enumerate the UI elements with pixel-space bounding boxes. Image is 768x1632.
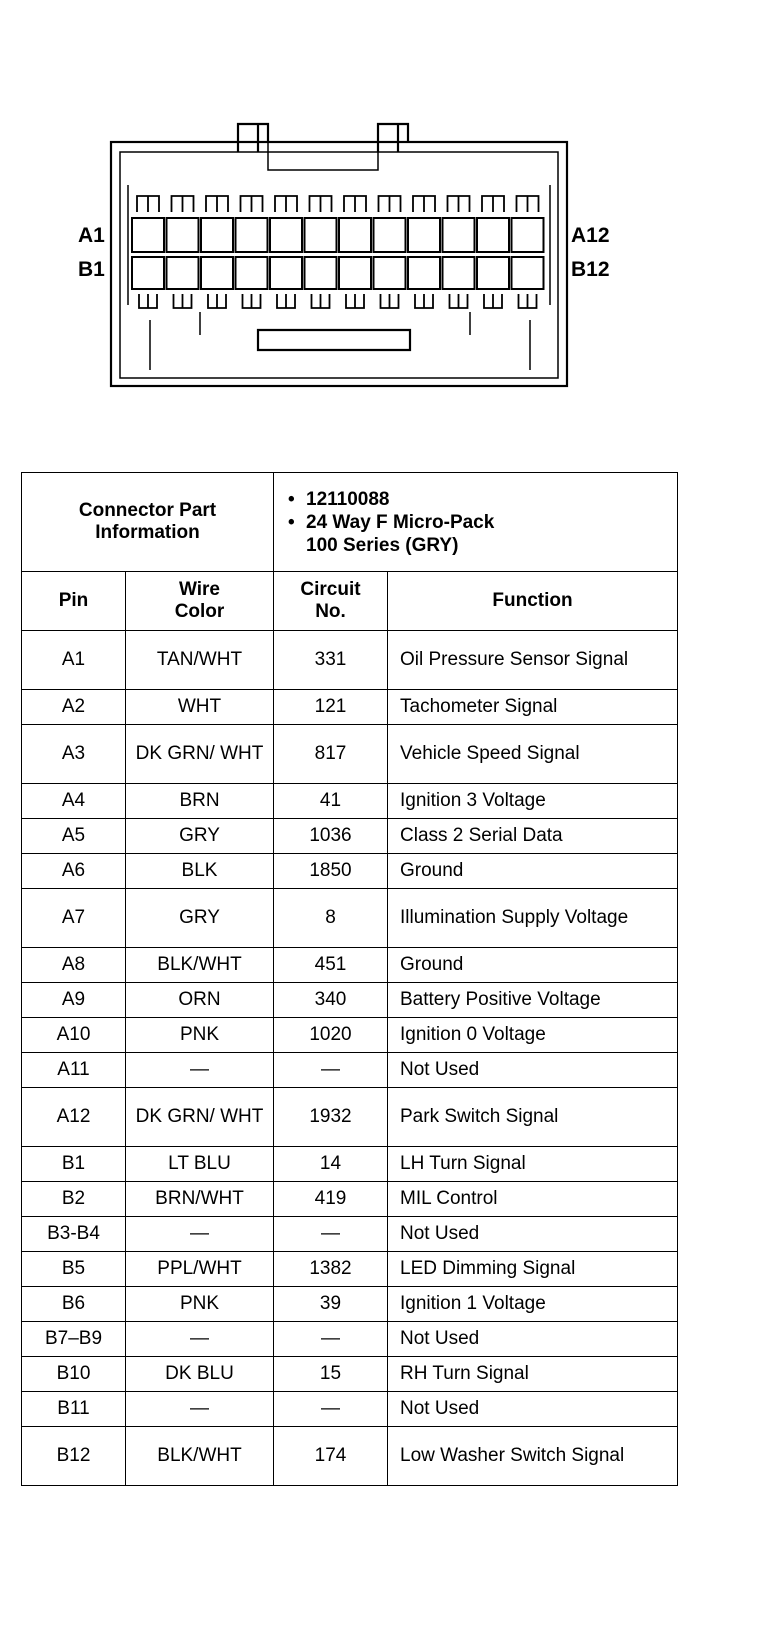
- cavity-a12: [512, 218, 544, 252]
- cavity-b11: [477, 257, 509, 289]
- table-row: [22, 1018, 678, 1053]
- terminal-lock-b12: [519, 294, 537, 308]
- circuit-cell: 39: [274, 1287, 388, 1322]
- function-cell: MIL Control: [388, 1182, 678, 1217]
- circuit-cell: 8: [274, 889, 388, 948]
- pin-cell: A11: [22, 1053, 126, 1088]
- terminal-lock-a3: [206, 196, 228, 212]
- circuit-cell: 331: [274, 631, 388, 690]
- wire-color-cell: BRN/WHT: [126, 1182, 274, 1217]
- wire-color-cell: BRN: [126, 784, 274, 819]
- function-cell: Ignition 0 Voltage: [388, 1018, 678, 1053]
- function-cell: Oil Pressure Sensor Signal: [388, 631, 678, 690]
- cavity-b7: [339, 257, 371, 289]
- pin-cell: B12: [22, 1427, 126, 1486]
- cavity-b8: [374, 257, 406, 289]
- cavity-a11: [477, 218, 509, 252]
- pin-cell: A1: [22, 631, 126, 690]
- wire-color-cell: PPL/WHT: [126, 1252, 274, 1287]
- pin-cell: B2: [22, 1182, 126, 1217]
- table-row: [22, 690, 678, 725]
- pin-cell: B10: [22, 1357, 126, 1392]
- function-cell: LH Turn Signal: [388, 1147, 678, 1182]
- cavity-b9: [408, 257, 440, 289]
- table-row: [22, 1053, 678, 1088]
- terminal-lock-b1: [139, 294, 157, 308]
- pin-row-a: [132, 196, 544, 252]
- wire-color-cell: BLK/WHT: [126, 948, 274, 983]
- terminal-lock-a8: [379, 196, 401, 212]
- circuit-cell: —: [274, 1053, 388, 1088]
- wire-color-cell: DK BLU: [126, 1357, 274, 1392]
- cavity-a5: [270, 218, 302, 252]
- wire-color-cell: LT BLU: [126, 1147, 274, 1182]
- cavity-a7: [339, 218, 371, 252]
- pin-cell: B6: [22, 1287, 126, 1322]
- cavity-b6: [305, 257, 337, 289]
- col-wire-color: Wire Color: [126, 572, 274, 631]
- cavity-b2: [167, 257, 199, 289]
- wire-color-cell: TAN/WHT: [126, 631, 274, 690]
- circuit-cell: 41: [274, 784, 388, 819]
- circuit-cell: 451: [274, 948, 388, 983]
- function-cell: RH Turn Signal: [388, 1357, 678, 1392]
- function-cell: Tachometer Signal: [388, 690, 678, 725]
- circuit-cell: —: [274, 1322, 388, 1357]
- wire-color-cell: BLK: [126, 854, 274, 889]
- pin-cell: A3: [22, 725, 126, 784]
- circuit-cell: —: [274, 1217, 388, 1252]
- cavity-b1: [132, 257, 164, 289]
- function-cell: Ground: [388, 948, 678, 983]
- wire-color-cell: PNK: [126, 1018, 274, 1053]
- function-cell: Not Used: [388, 1322, 678, 1357]
- pin-row-b: [132, 257, 544, 308]
- cavity-b4: [236, 257, 268, 289]
- terminal-lock-a2: [172, 196, 194, 212]
- terminal-lock-b4: [243, 294, 261, 308]
- terminal-lock-a12: [517, 196, 539, 212]
- cavity-a10: [443, 218, 475, 252]
- terminal-lock-a1: [137, 196, 159, 212]
- function-cell: Not Used: [388, 1053, 678, 1088]
- wire-color-cell: DK GRN/ WHT: [126, 725, 274, 784]
- table-row: [22, 1357, 678, 1392]
- function-cell: Class 2 Serial Data: [388, 819, 678, 854]
- part-description: 24 Way F Micro-Pack: [306, 511, 495, 533]
- left-latch: [238, 124, 268, 152]
- pin-cell: A4: [22, 784, 126, 819]
- cavity-a3: [201, 218, 233, 252]
- circuit-cell: 14: [274, 1147, 388, 1182]
- wire-color-cell: ORN: [126, 983, 274, 1018]
- circuit-cell: 1020: [274, 1018, 388, 1053]
- cavity-b10: [443, 257, 475, 289]
- circuit-cell: 174: [274, 1427, 388, 1486]
- pin-cell: A2: [22, 690, 126, 725]
- function-cell: Not Used: [388, 1217, 678, 1252]
- terminal-lock-b8: [381, 294, 399, 308]
- terminal-lock-a10: [448, 196, 470, 212]
- wire-color-cell: —: [126, 1322, 274, 1357]
- table-row: [22, 1147, 678, 1182]
- pin-cell: A6: [22, 854, 126, 889]
- pin-cell: A7: [22, 889, 126, 948]
- function-cell: Ignition 3 Voltage: [388, 784, 678, 819]
- terminal-lock-b7: [346, 294, 364, 308]
- wire-color-cell: —: [126, 1217, 274, 1252]
- table-row: [22, 631, 678, 690]
- function-cell: Illumination Supply Voltage: [388, 889, 678, 948]
- terminal-lock-b9: [415, 294, 433, 308]
- terminal-lock-a5: [275, 196, 297, 212]
- wire-color-cell: GRY: [126, 889, 274, 948]
- part-info-row: [22, 473, 678, 572]
- wire-color-cell: —: [126, 1053, 274, 1088]
- pin-cell: A10: [22, 1018, 126, 1053]
- function-cell: Ignition 1 Voltage: [388, 1287, 678, 1322]
- pin-cell: B3-B4: [22, 1217, 126, 1252]
- wire-color-cell: —: [126, 1392, 274, 1427]
- pin-cell: B7–B9: [22, 1322, 126, 1357]
- cavity-b5: [270, 257, 302, 289]
- table-row: [22, 889, 678, 948]
- terminal-lock-b11: [484, 294, 502, 308]
- label-b1: B1: [78, 258, 105, 281]
- wire-color-cell: DK GRN/ WHT: [126, 1088, 274, 1147]
- part-number: 12110088: [306, 488, 390, 510]
- circuit-cell: —: [274, 1392, 388, 1427]
- terminal-lock-a4: [241, 196, 263, 212]
- col-function: Function: [388, 572, 678, 631]
- pin-cell: B11: [22, 1392, 126, 1427]
- cavity-a1: [132, 218, 164, 252]
- table-row: [22, 1427, 678, 1486]
- cavity-b12: [512, 257, 544, 289]
- terminal-lock-b5: [277, 294, 295, 308]
- connector-part-header: Connector Part Information: [22, 473, 274, 572]
- label-a12: A12: [571, 224, 610, 247]
- circuit-cell: 340: [274, 983, 388, 1018]
- col-pin: Pin: [22, 572, 126, 631]
- circuit-cell: 15: [274, 1357, 388, 1392]
- pin-cell: B5: [22, 1252, 126, 1287]
- circuit-cell: 1382: [274, 1252, 388, 1287]
- cavity-a8: [374, 218, 406, 252]
- table-row: [22, 819, 678, 854]
- pin-cell: B1: [22, 1147, 126, 1182]
- terminal-lock-b3: [208, 294, 226, 308]
- terminal-lock-a7: [344, 196, 366, 212]
- pin-cell: A12: [22, 1088, 126, 1147]
- connector-info-table: [21, 472, 678, 1486]
- table-row: [22, 1287, 678, 1322]
- cavity-a2: [167, 218, 199, 252]
- wire-color-cell: WHT: [126, 690, 274, 725]
- circuit-cell: 1036: [274, 819, 388, 854]
- function-cell: LED Dimming Signal: [388, 1252, 678, 1287]
- wire-color-cell: GRY: [126, 819, 274, 854]
- cavity-a4: [236, 218, 268, 252]
- table-row: [22, 1088, 678, 1147]
- part-series: 100 Series (GRY): [306, 534, 459, 556]
- table-row: [22, 1182, 678, 1217]
- right-latch: [378, 124, 408, 152]
- wire-color-cell: PNK: [126, 1287, 274, 1322]
- cavity-b3: [201, 257, 233, 289]
- keying-slot: [258, 330, 410, 350]
- table-row: [22, 725, 678, 784]
- pin-cell: A8: [22, 948, 126, 983]
- table-row: [22, 948, 678, 983]
- pin-cell: A9: [22, 983, 126, 1018]
- circuit-cell: 817: [274, 725, 388, 784]
- cavity-a9: [408, 218, 440, 252]
- table-row: [22, 1392, 678, 1427]
- circuit-cell: 419: [274, 1182, 388, 1217]
- column-header-row: [22, 572, 678, 631]
- circuit-cell: 121: [274, 690, 388, 725]
- function-cell: Park Switch Signal: [388, 1088, 678, 1147]
- function-cell: Not Used: [388, 1392, 678, 1427]
- function-cell: Battery Positive Voltage: [388, 983, 678, 1018]
- table-row: [22, 784, 678, 819]
- function-cell: Ground: [388, 854, 678, 889]
- circuit-cell: 1932: [274, 1088, 388, 1147]
- label-a1: A1: [78, 224, 105, 247]
- table-row: [22, 854, 678, 889]
- circuit-cell: 1850: [274, 854, 388, 889]
- table-row: [22, 983, 678, 1018]
- terminal-lock-a9: [413, 196, 435, 212]
- function-cell: Vehicle Speed Signal: [388, 725, 678, 784]
- function-cell: Low Washer Switch Signal: [388, 1427, 678, 1486]
- terminal-lock-a11: [482, 196, 504, 212]
- terminal-lock-b2: [174, 294, 192, 308]
- wire-color-cell: BLK/WHT: [126, 1427, 274, 1486]
- table-row: [22, 1322, 678, 1357]
- col-circuit: Circuit No.: [274, 572, 388, 631]
- terminal-lock-b6: [312, 294, 330, 308]
- part-info-bullets: • 12110088 • 24 Way F Micro-Pack 100 Series (GRY): [274, 473, 678, 572]
- connector-diagram: [0, 0, 768, 420]
- label-b12: B12: [571, 258, 610, 281]
- table-row: [22, 1252, 678, 1287]
- pin-cell: A5: [22, 819, 126, 854]
- cavity-a6: [305, 218, 337, 252]
- table-row: [22, 1217, 678, 1252]
- terminal-lock-b10: [450, 294, 468, 308]
- terminal-lock-a6: [310, 196, 332, 212]
